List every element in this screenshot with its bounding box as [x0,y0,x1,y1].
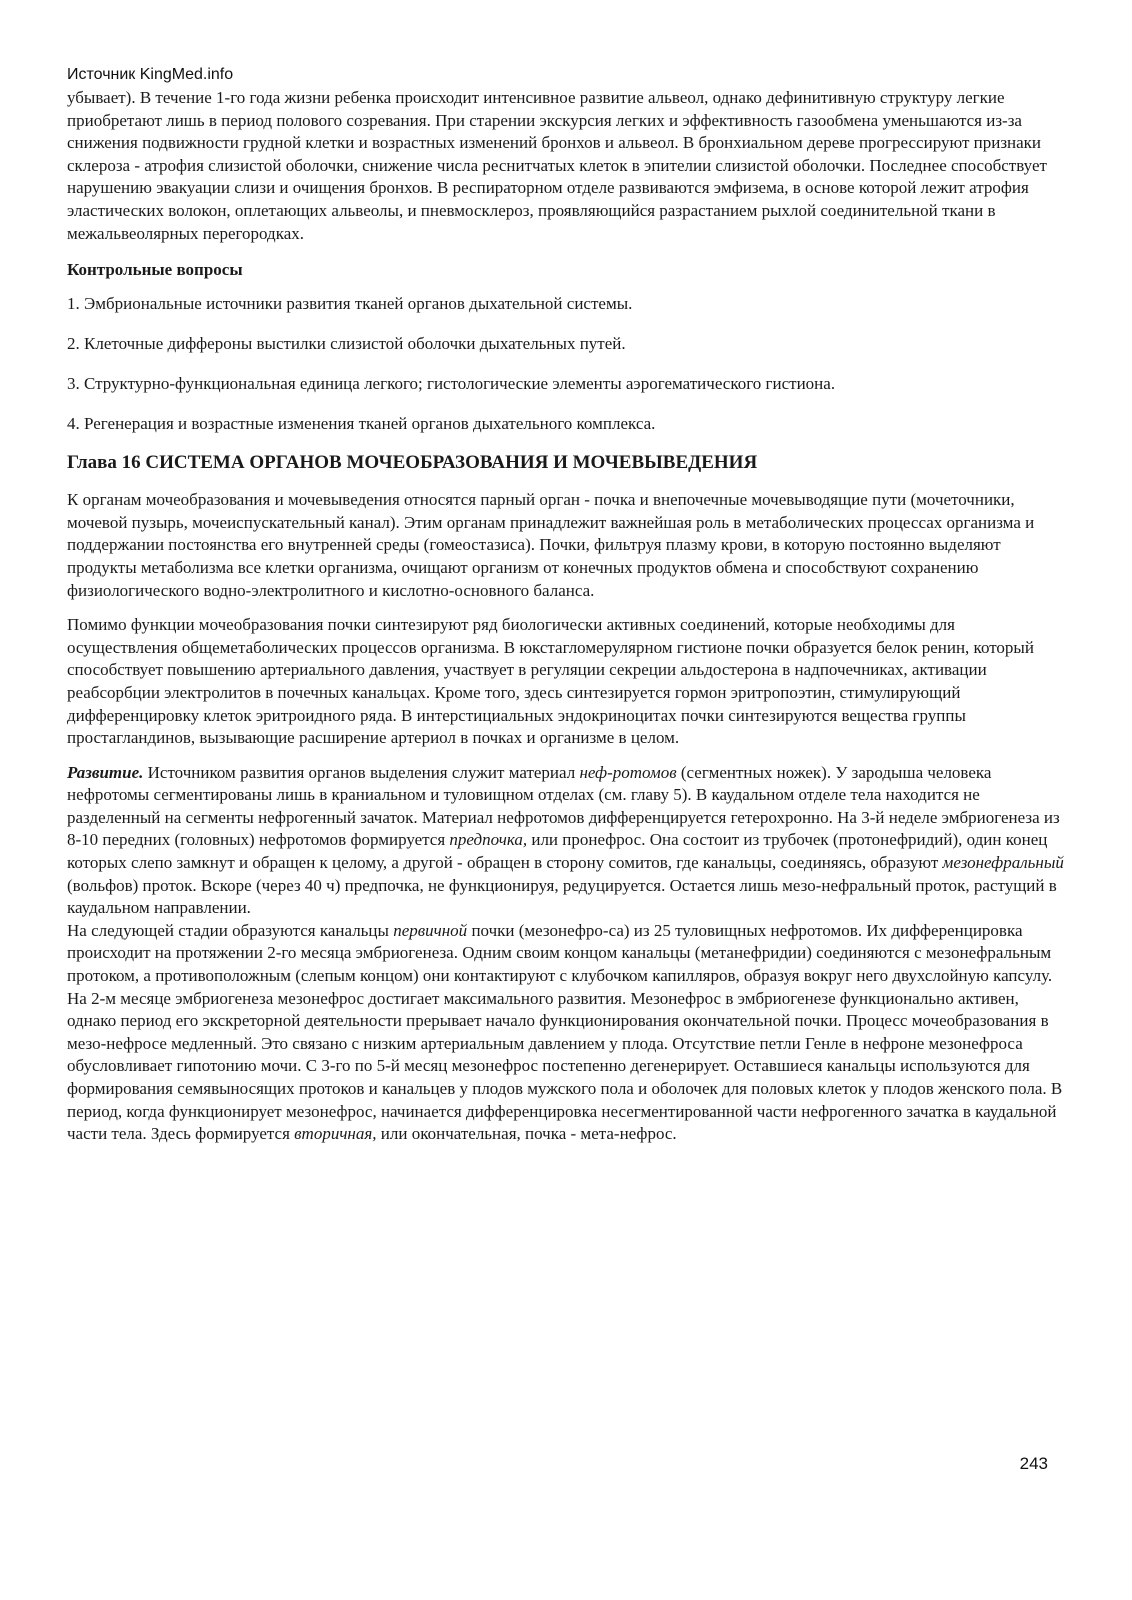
development-text: (вольфов) проток. Вскоре (через 40 ч) предпочка, не функционируя, редуцируется. Остается лишь мезо-нефральный проток, растущий в каудальном направлении. [67,875,1057,918]
next-stage-text: или окончательная, почка - мета-нефрос. [376,1124,677,1144]
page-number: 243 [1019,1454,1048,1473]
questions-heading: Контрольные вопросы [67,260,243,280]
next-stage-term: первичной [393,920,468,940]
chapter-title: Глава 16 СИСТЕМА ОРГАНОВ МОЧЕОБРАЗОВАНИЯ И МОЧЕВЫВЕДЕНИЯ [67,452,758,474]
question-item: 3. Структурно-функциональная единица легкого; гистологические элементы аэрогематического гистиона. [67,374,836,394]
next-stage-paragraph [67,920,1067,1146]
development-term: предпочка, [449,830,528,850]
question-item: 4. Регенерация и возрастные изменения тканей органов дыхательного комплекса. [67,414,656,434]
chapter-paragraph: К органам мочеобразования и мочевыведения относятся парный орган - почка и внепочечные мочевыводящие пути (мочеточники, мочевой пузырь, мочеиспускательный канал). Этим органам принадлежит важнейшая роль в метаболических процессах организма и поддержании постоянства его внутренней среды (гомеостазиса). Почки, фильтруя плазму крови, в которую постоянно выделяют продукты метаболизма все клетки организма, очищают организм от конечных продуктов обмена и способствуют сохранению физиологического водно-электролитного и кислотно-основного баланса. [67,490,1035,600]
development-text: (сегментных ножек). У зародыша человека нефротомы сегментированы лишь в краниальном и туловищном отделах (см. главу 5). В каудальном отделе тела находится не разделенный на сегменты нефрогенный зачаток. Материал нефротомов дифференцируется гетерохронно. На 3-й неделе эмбриогенеза из 8-10 передних (головных) нефротомов формируется [67,762,1060,850]
document-page [67,64,1067,1146]
development-title: Развитие. [67,762,144,782]
question-item: 1. Эмбриональные источники развития тканей органов дыхательной системы. [67,294,633,314]
development-text: или пронефрос. Она состоит из трубочек (протонефридий), один конец которых слепо замкнут и обращен к целому, а другой - обращен в сторону сомитов, где канальцы, соединяясь, образуют [67,830,1048,873]
next-stage-text: почки (мезонефро-са) из 25 туловищных нефротомов. Их дифференцировка происходит на протяжении 2-го месяца эмбриогенеза. Одним своим концом канальцы (метанефридии) соединяются с мезонефральным протоком, а противоположным (слепым концом) они контактируют с клубочком капилляров, образуя вокруг него двухслойную капсулу. На 2-м месяце эмбриогенеза мезонефрос достигает максимального развития. Мезонефрос в эмбриогенезе функционально активен, однако период его экскреторной деятельности прерывает начало функционирования окончательной почки. Процесс мочеобразования в мезо-нефросе медленный. Это связано с низким артериальным давлением у плода. Отсутствие петли Генле в нефроне мезонефроса обусловливает гипотонию мочи. С 3-го по 5-й месяц мезонефрос постепенно дегенерирует. Оставшиеся канальцы используются для формирования семявыносящих протоков и канальцев у плодов мужского пола и оболочек для половых клеток у плодов женского пола. В период, когда функционирует мезонефрос, начинается дифференцировка несегментированной части нефрогенного зачатка в каудальной части тела. Здесь формируется [67,920,1063,1144]
next-stage-text: На следующей стадии образуются канальцы [67,920,394,940]
development-paragraph [67,762,1067,920]
question-item: 2. Клеточные диффероны выстилки слизистой оболочки дыхательных путей. [67,334,626,354]
development-text: Источником развития органов выделения служит материал [143,762,580,782]
development-term: мезонефральный [942,853,1064,873]
intro-paragraph: убывает). В течение 1-го года жизни ребенка происходит интенсивное развитие альвеол, однако дефинитивную структуру легкие приобретают лишь в период полового созревания. При старении экскурсия легких и эффективность газообмена уменьшаются из-за снижения подвижности грудной клетки и возрастных изменений бронхов и альвеол. В бронхиальном дереве прогрессируют признаки склероза - атрофия слизистой оболочки, снижение числа реснитчатых клеток в эпителии слизистой оболочки. Последнее способствует нарушению эвакуации слизи и очищения бронхов. В респираторном отделе развиваются эмфизема, в основе которой лежит атрофия эластических волокон, оплетающих альвеолы, и пневмосклероз, проявляющийся разрастанием рыхлой соединительной ткани в межальвеолярных перегородках. [67,88,1047,243]
chapter-paragraph: Помимо функции мочеобразования почки синтезируют ряд биологически активных соединений, которые необходимы для осуществления общеметаболических процессов организма. В юкстагломерулярном гистионе почки образуется белок ренин, который способствует повышению артериального давления, участвует в регуляции секреции альдостерона в надпочечниках, активации реабсорбции электролитов в почечных канальцах. Кроме того, здесь синтезируется гормон эритропоэтин, стимулирующий дифференцировку клеток эритроидного ряда. В интерстициальных эндокриноцитах почки синтезируются вещества группы простагландинов, вызывающие расширение артериол в почках и организме в целом. [67,615,1034,748]
development-term: неф-ротомов [579,762,677,782]
source-header: Источник KingMed.info [67,66,234,83]
next-stage-term: вторичная, [294,1124,377,1144]
